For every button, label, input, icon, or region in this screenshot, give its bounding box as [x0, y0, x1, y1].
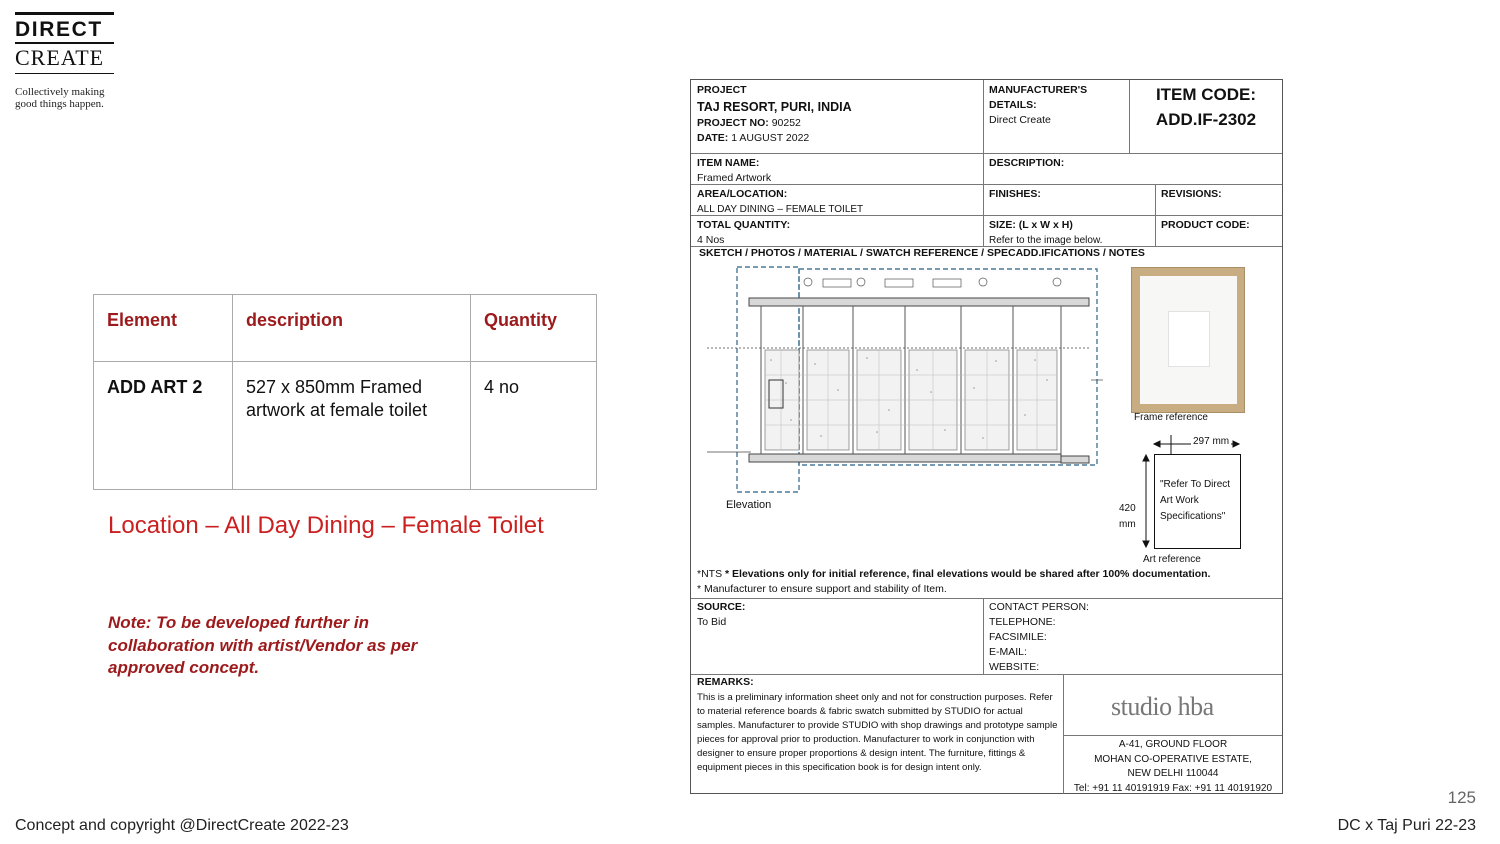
- item-code-value: ADD.IF-2302: [1155, 110, 1257, 129]
- studio-hba-logo: studio hba: [1111, 692, 1214, 721]
- item-code-block: [1131, 82, 1281, 132]
- description-block: [983, 154, 1283, 173]
- telephone-label: TELEPHONE:: [989, 616, 1056, 628]
- website-label: WEBSITE:: [989, 661, 1040, 673]
- location-heading: Location – All Day Dining – Female Toilet: [108, 512, 544, 539]
- quantity-value: 4 Nos: [697, 234, 725, 246]
- manufacturer-label: MANUFACTURER'S DETAILS:: [989, 84, 1088, 111]
- elevation-label: Elevation: [726, 499, 772, 511]
- header-element: Element: [94, 295, 233, 362]
- product-code-block: [1155, 216, 1283, 235]
- manufacturer-block: [983, 81, 1129, 130]
- quantity-block: [691, 216, 983, 250]
- revisions-block: [1155, 185, 1283, 204]
- logo-create-text: CREATE: [15, 44, 105, 70]
- logo-tagline-line1: Collectively making: [15, 86, 105, 98]
- date-label: DATE:: [697, 132, 729, 144]
- contact-person-label: CONTACT PERSON:: [989, 601, 1089, 613]
- table-row: [94, 362, 597, 490]
- source-label: SOURCE:: [697, 601, 746, 613]
- product-code-label: PRODUCT CODE:: [1161, 219, 1250, 231]
- address-line-1: A-41, GROUND FLOOR: [1118, 739, 1228, 750]
- footer-copyright: Concept and copyright @DirectCreate 2022-23: [15, 817, 349, 834]
- cell-quantity: 4 no: [471, 362, 597, 490]
- quantity-label: TOTAL QUANTITY:: [697, 219, 791, 231]
- logo-tagline-line2: good things happen.: [15, 98, 104, 110]
- cell-element: ADD ART 2: [94, 362, 233, 490]
- item-name-value: Framed Artwork: [697, 172, 772, 184]
- size-block: [983, 216, 1155, 250]
- finishes-block: [983, 185, 1155, 204]
- sheet-divider: [1063, 735, 1282, 736]
- art-reference-box: "Refer To Direct Art Work Specifications": [1154, 454, 1241, 549]
- logo-direct-text: DIRECT: [15, 18, 103, 41]
- source-block: [691, 598, 983, 632]
- header-description: description: [233, 295, 471, 362]
- cell-description: 527 x 850mm Framed artwork at female toilet: [233, 362, 471, 490]
- address-line-3: NEW DELHI 110044: [1127, 768, 1219, 779]
- support-note: * Manufacturer to ensure support and stability of Item.: [697, 583, 947, 595]
- page-number: 125: [1447, 788, 1476, 807]
- table-header-row: [94, 295, 597, 362]
- footer-project: DC x Taj Puri 22-23: [1337, 817, 1476, 834]
- project-no-label: PROJECT NO:: [697, 117, 769, 129]
- nts-text: * Elevations only for initial reference, final elevations would be shared after 100% documentation.: [725, 568, 1211, 580]
- item-name-label: ITEM NAME:: [697, 157, 760, 169]
- frame-artwork-placeholder: [1168, 311, 1210, 367]
- source-value: To Bid: [697, 616, 727, 628]
- development-note: Note: To be developed further in collaboration with artist/Vendor as per approved concept.: [108, 613, 418, 677]
- facsimile-label: FACSIMILE:: [989, 631, 1047, 643]
- date-value: 1 AUGUST 2022: [731, 132, 810, 144]
- finishes-label: FINISHES:: [989, 188, 1041, 200]
- logo-bottom-rule: [15, 73, 114, 75]
- item-name-block: [691, 154, 983, 188]
- project-label: PROJECT: [697, 84, 747, 96]
- project-block: [691, 81, 983, 148]
- address-line-4: Tel: +91 11 40191919 Fax: +91 11 40191920: [1073, 782, 1273, 794]
- height-dimension-unit: mm: [1119, 519, 1136, 530]
- sketch-title: SKETCH / PHOTOS / MATERIAL / SWATCH REFERENCE / SPECADD.IFICATIONS / NOTES: [699, 247, 1145, 259]
- size-value: Refer to the image below.: [989, 235, 1103, 246]
- date-line: [697, 131, 977, 146]
- header-quantity: Quantity: [471, 295, 597, 362]
- project-no-line: [697, 116, 977, 131]
- remarks-text: This is a preliminary information sheet only and not for construction purposes. Refer to material reference boards & fabric swatch submitted by STUDIO for actual samples. Manufacturer to provide STUDIO with shop drawings and prototype sample pieces for approval prior to production. Manufacturer to work in conjunction with designer to ensure proper proportions & design intent. The furniture, fittings & equipment pieces in this specification book is for design intent only.: [697, 692, 1058, 773]
- logo-tagline: [15, 86, 117, 110]
- manufacturer-value: Direct Create: [989, 114, 1051, 126]
- revisions-label: REVISIONS:: [1161, 188, 1222, 200]
- area-value: ALL DAY DINING – FEMALE TOILET: [697, 204, 864, 215]
- project-name: TAJ RESORT, PURI, INDIA: [697, 100, 852, 114]
- height-dimension: [1119, 501, 1136, 533]
- direct-create-logo: [15, 12, 117, 110]
- frame-reference-label: Frame reference: [1134, 412, 1208, 423]
- nts-prefix: *NTS: [697, 568, 726, 580]
- project-no: 90252: [771, 117, 801, 129]
- contact-block: [983, 598, 1283, 677]
- height-dimension-value: 420: [1119, 503, 1136, 514]
- specification-sheet: [690, 79, 1283, 794]
- description-label: DESCRIPTION:: [989, 157, 1065, 169]
- remarks-label: REMARKS:: [697, 676, 754, 688]
- area-label: AREA/LOCATION:: [697, 188, 788, 200]
- sheet-divider: [1129, 80, 1130, 153]
- frame-photo: [1131, 267, 1245, 413]
- area-block: [691, 185, 983, 219]
- address-line-2: MOHAN CO-OPERATIVE ESTATE,: [1094, 753, 1252, 765]
- item-code-label: ITEM CODE:: [1155, 85, 1257, 104]
- email-label: E-MAIL:: [989, 646, 1027, 658]
- nts-note: [697, 567, 1210, 582]
- art-reference-label: Art reference: [1143, 554, 1201, 565]
- element-table: [93, 294, 597, 490]
- width-dimension: 297 mm: [1193, 436, 1230, 447]
- studio-address: [1063, 738, 1283, 796]
- size-label: SIZE: (L x W x H): [989, 219, 1073, 231]
